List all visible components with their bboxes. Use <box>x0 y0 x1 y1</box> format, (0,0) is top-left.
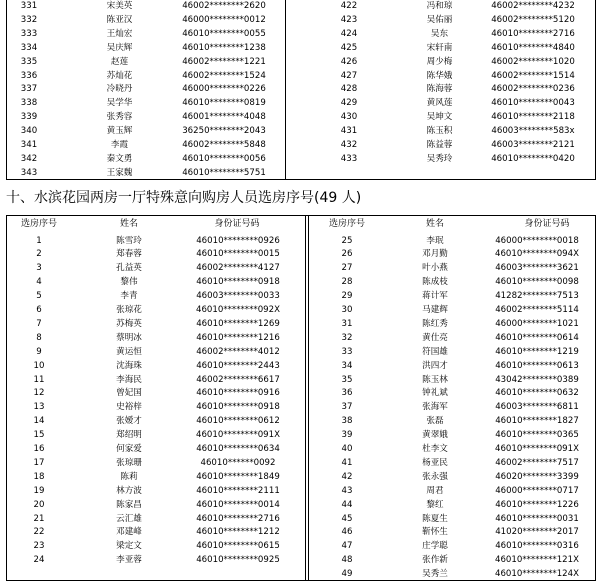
table-row <box>7 318 595 331</box>
row-number-cell: 429 <box>340 98 358 109</box>
name-cell: 符国雄 <box>422 346 448 357</box>
table-row <box>7 235 595 248</box>
table-row <box>7 443 595 456</box>
name-cell: 郑绍明 <box>116 430 142 441</box>
name-cell: 杨亚民 <box>422 457 448 468</box>
name-cell: 宋轩南 <box>426 42 453 53</box>
table-row <box>7 97 595 110</box>
row-number-cell: 40 <box>341 444 353 454</box>
name-cell: 黎红 <box>426 499 444 510</box>
name-cell: 张琼花 <box>116 305 142 315</box>
id-number-cell: 46010********2716 <box>491 28 575 39</box>
name-cell: 沈海珠 <box>116 360 142 371</box>
id-number-cell: 46010********0612 <box>196 416 280 427</box>
row-number-cell: 1 <box>36 235 42 246</box>
id-number-cell: 46002********2620 <box>182 1 266 11</box>
table-row <box>7 56 595 69</box>
id-number-cell: 46002********6617 <box>196 374 280 385</box>
row-number-cell: 39 <box>341 430 353 441</box>
table-row <box>7 153 595 166</box>
row-number-cell: 11 <box>33 374 45 385</box>
id-number-cell: 46010********5751 <box>182 167 266 178</box>
name-cell: 周君 <box>426 485 444 496</box>
table-row <box>7 429 595 442</box>
row-number-cell: 3 <box>36 263 42 274</box>
col-header-no: 选房序号 <box>328 219 365 229</box>
name-cell: 陈莉 <box>120 471 138 482</box>
name-cell: 蔡明冰 <box>116 332 142 343</box>
table-row <box>7 554 595 567</box>
row-number-cell: 336 <box>20 70 38 81</box>
row-number-cell: 433 <box>340 153 358 164</box>
row-number-cell: 5 <box>36 291 42 302</box>
name-cell: 冷晓丹 <box>106 84 133 95</box>
table-row <box>7 526 595 539</box>
id-number-cell: 46003********3621 <box>495 263 579 274</box>
table-row <box>7 332 595 345</box>
name-cell: 李亚蓉 <box>116 555 142 566</box>
table-row <box>7 111 595 124</box>
name-cell: 苏梅英 <box>116 318 142 329</box>
table-row <box>7 360 595 373</box>
table-row <box>7 262 595 275</box>
id-number-cell: 46010********0615 <box>196 541 280 552</box>
id-number-cell: 46010********124X <box>494 569 579 580</box>
id-number-cell: 46010********1238 <box>182 42 266 53</box>
row-number-cell: 32 <box>341 332 353 343</box>
row-number-cell: 23 <box>33 541 45 552</box>
table-row <box>7 499 595 512</box>
name-cell: 钟礼斌 <box>422 388 448 399</box>
table-row <box>7 248 595 261</box>
name-cell: 黎伟 <box>120 277 138 288</box>
row-number-cell: 431 <box>340 126 358 137</box>
id-number-cell: 46003********583x <box>491 126 575 137</box>
id-number-cell: 36250********2043 <box>182 126 266 137</box>
name-cell: 吴秀兰 <box>422 569 448 580</box>
name-cell: 黄仕亮 <box>422 332 448 343</box>
table-row <box>7 401 595 414</box>
name-cell: 蒋计军 <box>422 291 448 302</box>
name-cell: 黄玉辉 <box>106 126 133 137</box>
row-number-cell: 47 <box>341 541 353 552</box>
table-row <box>7 304 595 317</box>
row-number-cell: 338 <box>20 98 38 109</box>
table-row <box>7 125 595 138</box>
row-number-cell: 16 <box>33 444 45 454</box>
id-number-cell: 46002********1524 <box>182 70 266 81</box>
col-header-id: 身份证号码 <box>214 219 260 229</box>
id-number-cell: 46010******0092 <box>200 457 276 468</box>
row-number-cell: 337 <box>20 84 38 95</box>
row-number-cell: 43 <box>341 485 353 496</box>
row-number-cell: 343 <box>20 167 38 178</box>
name-cell: 曾妃国 <box>116 388 142 399</box>
table-row <box>7 290 595 303</box>
name-cell: 陈亚汉 <box>106 14 133 25</box>
id-number-cell: 46002********4127 <box>196 263 280 274</box>
name-cell: 黄翠娥 <box>422 430 448 441</box>
id-number-cell: 46000********1021 <box>495 318 579 329</box>
table-row <box>7 28 595 41</box>
section-title: 十、水滨花园两房一厅特殊意向购房人员选房序号(49 人) <box>6 190 362 206</box>
id-number-cell: 46010********1219 <box>495 346 579 357</box>
name-cell: 黄风莲 <box>426 98 453 109</box>
name-cell: 吴学华 <box>106 98 133 109</box>
id-number-cell: 46010********0031 <box>495 513 579 524</box>
id-number-cell: 46002********4012 <box>196 346 280 357</box>
header-row <box>7 218 595 231</box>
id-number-cell: 46020********3399 <box>495 471 579 482</box>
id-number-cell: 46010********0420 <box>491 153 575 164</box>
col-header-name: 姓名 <box>119 219 138 229</box>
name-cell: 陈玉林 <box>422 374 448 385</box>
id-number-cell: 46010********2111 <box>196 485 280 496</box>
id-number-cell: 46002********1221 <box>182 56 266 67</box>
id-number-cell: 46010********1226 <box>495 499 579 510</box>
table-row <box>7 346 595 359</box>
row-number-cell: 422 <box>340 1 358 11</box>
id-number-cell: 41020********2017 <box>495 527 579 538</box>
id-number-cell: 46010********0926 <box>196 235 280 246</box>
table-row <box>7 568 595 581</box>
table-row <box>7 374 595 387</box>
name-cell: 何家爱 <box>116 444 142 454</box>
row-number-cell: 21 <box>33 513 45 524</box>
id-number-cell: 46010********0925 <box>196 555 280 566</box>
row-number-cell: 428 <box>340 84 358 95</box>
name-cell: 陈华娥 <box>426 70 453 81</box>
row-number-cell: 15 <box>33 430 45 441</box>
id-number-cell: 46010********0916 <box>196 388 280 399</box>
name-cell: 苏灿花 <box>106 70 133 81</box>
row-number-cell: 26 <box>341 249 353 260</box>
row-number-cell: 334 <box>20 42 38 53</box>
table-row <box>7 485 595 498</box>
name-cell: 陈玉积 <box>426 126 453 137</box>
id-number-cell: 46002********5114 <box>495 305 579 315</box>
name-cell: 张秀容 <box>106 112 133 123</box>
row-number-cell: 25 <box>341 235 353 246</box>
row-number-cell: 432 <box>340 140 358 150</box>
id-number-cell: 46002********1020 <box>491 56 575 67</box>
table-row <box>7 471 595 484</box>
name-cell: 陈红秀 <box>422 318 448 329</box>
row-number-cell: 2 <box>36 249 42 260</box>
row-number-cell: 430 <box>340 112 358 123</box>
name-cell: 杜李文 <box>422 444 448 454</box>
name-cell: 庄学聪 <box>422 541 448 552</box>
name-cell: 郑春蓉 <box>116 249 142 260</box>
name-cell: 梁定文 <box>116 541 142 552</box>
name-cell: 张嫒才 <box>116 416 142 427</box>
col-header-no: 选房序号 <box>20 219 57 229</box>
bottom-table <box>6 215 596 581</box>
id-number-cell: 46000********0012 <box>182 14 266 25</box>
name-cell: 陈雪玲 <box>116 235 142 246</box>
name-cell: 陈夏生 <box>422 513 448 524</box>
name-cell: 陈益蓉 <box>426 140 453 150</box>
id-number-cell: 46010********0055 <box>182 28 266 39</box>
name-cell: 吴东 <box>430 28 449 39</box>
row-number-cell: 341 <box>20 140 38 150</box>
id-number-cell: 46010********1212 <box>196 527 280 538</box>
id-number-cell: 46010********0632 <box>495 388 579 399</box>
row-number-cell: 331 <box>20 1 38 11</box>
name-cell: 史裕梓 <box>116 402 142 413</box>
col-header-name: 姓名 <box>425 219 444 229</box>
table-row <box>7 415 595 428</box>
id-number-cell: 46000********0717 <box>495 485 579 496</box>
name-cell: 周少梅 <box>426 56 453 67</box>
row-number-cell: 44 <box>341 499 353 510</box>
table-row <box>7 276 595 289</box>
row-number-cell: 425 <box>340 42 358 53</box>
name-cell: 吴佑丽 <box>426 14 453 25</box>
col-header-id: 身份证号码 <box>524 219 570 229</box>
id-number-cell: 46010********0365 <box>495 430 579 441</box>
id-number-cell: 46010********091X <box>195 430 280 441</box>
row-number-cell: 45 <box>341 513 353 524</box>
name-cell: 李青 <box>120 291 138 302</box>
id-number-cell: 46002********5848 <box>182 140 266 150</box>
row-number-cell: 24 <box>33 555 45 566</box>
name-cell: 吴秀玲 <box>426 153 453 164</box>
name-cell: 秦文勇 <box>106 153 133 164</box>
row-number-cell: 22 <box>33 527 45 538</box>
id-number-cell: 46010********1827 <box>495 416 579 427</box>
table-row <box>7 0 595 13</box>
row-number-cell: 427 <box>340 70 358 81</box>
id-number-cell: 46010********094X <box>494 249 579 260</box>
name-cell: 张琼珊 <box>116 457 142 468</box>
row-number-cell: 335 <box>20 56 38 67</box>
id-number-cell: 46000********0018 <box>495 235 579 246</box>
id-number-cell: 46001********4048 <box>182 112 266 123</box>
name-cell: 林方波 <box>116 485 142 496</box>
row-number-cell: 28 <box>341 277 353 288</box>
row-number-cell: 27 <box>341 263 353 274</box>
name-cell: 靳怀生 <box>422 527 448 538</box>
name-cell: 张磊 <box>426 416 444 427</box>
name-cell: 李海民 <box>116 374 142 385</box>
id-number-cell: 46002********4232 <box>491 1 575 11</box>
name-cell: 邓月勤 <box>422 249 448 260</box>
row-number-cell: 46 <box>341 527 353 538</box>
id-number-cell: 46010********0098 <box>495 277 579 288</box>
name-cell: 陈海蓉 <box>426 84 453 95</box>
row-number-cell: 12 <box>33 388 45 399</box>
id-number-cell: 46010********2443 <box>196 360 280 371</box>
row-number-cell: 38 <box>341 416 353 427</box>
name-cell: 黄运恒 <box>116 346 142 357</box>
id-number-cell: 46010********0918 <box>196 277 280 288</box>
id-number-cell: 46010********0056 <box>182 153 266 164</box>
id-number-cell: 46002********7517 <box>495 457 579 468</box>
table-row <box>7 540 595 553</box>
row-number-cell: 48 <box>341 555 353 566</box>
table-row <box>7 14 595 27</box>
row-number-cell: 18 <box>33 471 45 482</box>
row-number-cell: 339 <box>20 112 38 123</box>
row-number-cell: 423 <box>340 14 358 25</box>
name-cell: 云汇雄 <box>116 513 142 524</box>
row-number-cell: 9 <box>36 346 42 357</box>
row-number-cell: 31 <box>341 318 353 329</box>
table-row <box>7 42 595 55</box>
id-number-cell: 46010********1216 <box>196 332 280 343</box>
row-number-cell: 36 <box>341 388 353 399</box>
row-number-cell: 4 <box>36 277 42 288</box>
row-number-cell: 19 <box>33 485 45 496</box>
row-number-cell: 342 <box>20 153 38 164</box>
id-number-cell: 46003********6811 <box>495 402 579 413</box>
row-number-cell: 49 <box>341 569 353 580</box>
id-number-cell: 46002********5120 <box>491 14 575 25</box>
id-number-cell: 46010********0014 <box>196 499 280 510</box>
id-number-cell: 46010********2716 <box>196 513 280 524</box>
row-number-cell: 8 <box>36 332 42 343</box>
name-cell: 赵莲 <box>110 56 129 67</box>
row-number-cell: 7 <box>36 318 42 329</box>
row-number-cell: 424 <box>340 28 358 39</box>
name-cell: 陈家昌 <box>116 499 142 510</box>
id-number-cell: 46010********0614 <box>495 332 579 343</box>
row-number-cell: 37 <box>341 402 353 413</box>
name-cell: 王家魏 <box>106 167 133 178</box>
table-row <box>7 457 595 470</box>
row-number-cell: 17 <box>33 457 45 468</box>
name-cell: 张海军 <box>422 402 448 413</box>
row-number-cell: 20 <box>33 499 45 510</box>
id-number-cell: 46010********2118 <box>491 112 575 123</box>
id-number-cell: 46000********0226 <box>182 84 266 95</box>
id-number-cell: 46010********4840 <box>491 42 575 53</box>
row-number-cell: 30 <box>341 305 353 315</box>
name-cell: 洪四才 <box>422 360 448 371</box>
id-number-cell: 46010********0043 <box>491 98 575 109</box>
name-cell: 叶小燕 <box>422 263 448 274</box>
table-row <box>7 387 595 400</box>
id-number-cell: 46010********092X <box>195 305 280 315</box>
top-table <box>6 0 596 180</box>
name-cell: 宋美英 <box>106 1 133 11</box>
id-number-cell: 46010********0015 <box>196 249 280 260</box>
id-number-cell: 46010********0819 <box>182 98 266 109</box>
row-number-cell: 14 <box>33 416 45 427</box>
name-cell: 冯和琼 <box>426 1 453 11</box>
name-cell: 孔益英 <box>116 263 142 274</box>
name-cell: 邓建峰 <box>116 527 142 538</box>
row-number-cell: 42 <box>341 471 353 482</box>
id-number-cell: 46010********0613 <box>495 360 579 371</box>
id-number-cell: 46003********0033 <box>196 291 280 302</box>
id-number-cell: 46003********2121 <box>491 140 575 150</box>
name-cell: 李霞 <box>110 140 129 150</box>
row-number-cell: 6 <box>36 305 42 315</box>
row-number-cell: 333 <box>20 28 38 39</box>
id-number-cell: 46010********121X <box>494 555 579 566</box>
name-cell: 王灿宏 <box>106 28 133 39</box>
table-row <box>7 167 595 180</box>
name-cell: 吴坤文 <box>426 112 453 123</box>
id-number-cell: 46010********0316 <box>495 541 579 552</box>
id-number-cell: 46010********0634 <box>196 444 280 454</box>
id-number-cell: 46010********1849 <box>196 471 280 482</box>
name-cell: 马建辉 <box>422 305 448 315</box>
id-number-cell: 46010********0918 <box>196 402 280 413</box>
row-number-cell: 29 <box>341 291 353 302</box>
id-number-cell: 43042********0389 <box>495 374 579 385</box>
id-number-cell: 41282********7513 <box>495 291 579 302</box>
id-number-cell: 46010********1269 <box>196 318 280 329</box>
id-number-cell: 46002********1514 <box>491 70 575 81</box>
row-number-cell: 34 <box>341 360 353 371</box>
row-number-cell: 426 <box>340 56 358 67</box>
name-cell: 陈成枝 <box>422 277 448 288</box>
row-number-cell: 340 <box>20 126 38 137</box>
id-number-cell: 46010********091X <box>494 444 579 454</box>
table-row <box>7 70 595 83</box>
name-cell: 张永强 <box>422 471 448 482</box>
row-number-cell: 332 <box>20 14 38 25</box>
row-number-cell: 33 <box>341 346 353 357</box>
id-number-cell: 46002********0236 <box>491 84 575 95</box>
name-cell: 吴庆辉 <box>106 42 133 53</box>
row-number-cell: 41 <box>341 457 353 468</box>
row-number-cell: 10 <box>33 360 45 371</box>
table-row <box>7 83 595 96</box>
name-cell: 张作新 <box>422 555 448 566</box>
name-cell: 李珉 <box>426 235 444 246</box>
table-row <box>7 513 595 526</box>
row-number-cell: 13 <box>33 402 45 413</box>
table-row <box>7 139 595 152</box>
row-number-cell: 35 <box>341 374 353 385</box>
